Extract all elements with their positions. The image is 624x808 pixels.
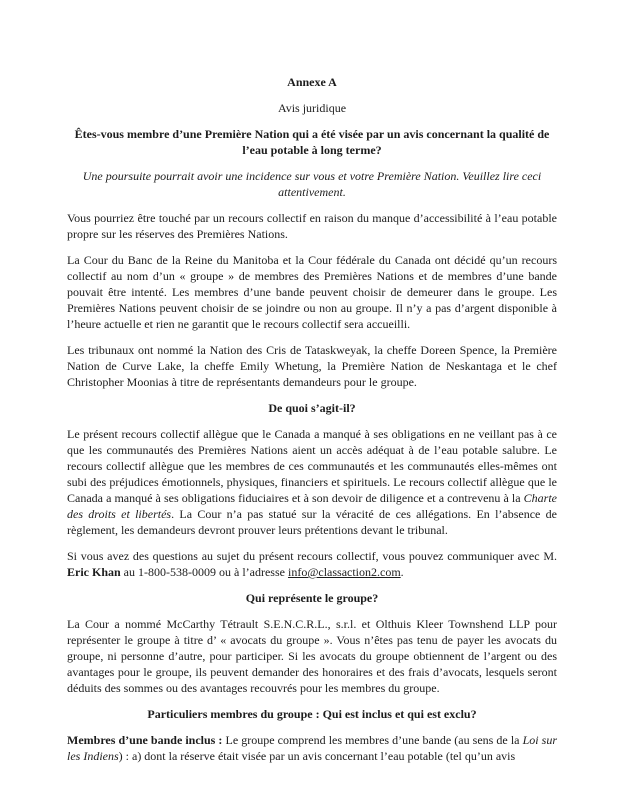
paragraph-representatives: Les tribunaux ont nommé la Nation des Cris de Tataskweyak, la cheffe Doreen Spence, la Première Nation de Curve Lake, la cheffe Emily Whetung, la Première Nation de Neskantaga et le chef Christopher Moonias à titre de représentants demandeurs pour le groupe. [67, 343, 557, 389]
indian-act-title: Loi sur les Indiens [67, 733, 557, 763]
doc-type-subtitle: Avis juridique [277, 101, 347, 115]
allegations-text-end: . La Cour n’a pas statué sur la véracité de ces allégations. En l’absence de règlement, les demandeurs devront prouver leurs prétentions devant le tribunal. [67, 507, 558, 537]
contact-name: Eric Khan [67, 565, 121, 579]
allegations-text-start: Le présent recours collectif allègue que le Canada a manqué à ses obligations en ne veillant pas à ce que les communautés des Premières Nations aient un accès adéquat à de l’eau potable salubre. Le recours collectif allègue que les membres de ces communautés et les communautés elles-mêmes ont subi des préjudices émotionnels, physiques, financiers et spirituels. Le recours collectif allègue que le Canada a manqué à ses obligations fiduciaires et à son devoir de diligence et a contrevenu à la [67, 427, 557, 505]
heading-representation: Qui représente le groupe? [245, 591, 379, 605]
contact-phone: 1-800-538-0009 [138, 565, 216, 579]
paragraph-intro: Vous pourriez être touché par un recours collectif en raison du manque d’accessibilité à l’eau potable propre sur les réserves des Premières Nations. [67, 211, 557, 241]
contact-text-mid2: ou à l’adresse [216, 565, 288, 579]
paragraph-contact [67, 548, 557, 580]
notice-line: Une poursuite pourrait avoir une incidence sur vous et votre Première Nation. Veuillez lire ceci attentivement. [82, 169, 542, 199]
contact-text-end: . [400, 565, 404, 579]
annex-title: Annexe A [287, 75, 337, 89]
paragraph-band-members [67, 732, 557, 764]
band-members-label: Membres d’une bande inclus : [67, 733, 223, 747]
band-members-text-start: Le groupe comprend les membres d’une bande (au sens de la [222, 733, 523, 747]
charter-title: Charte des droits et libertés [67, 491, 557, 521]
band-members-text-end: ) : a) dont la réserve était visée par un avis concernant l’eau potable (tel qu’un avis [118, 749, 516, 763]
heading-about: De quoi s’agit-il? [268, 401, 356, 415]
paragraph-allegations [67, 426, 557, 538]
main-question-heading: Êtes-vous membre d’une Première Nation qui a été visée par un avis concernant la qualité de l’eau potable à long terme? [74, 127, 550, 157]
paragraph-lawyers: La Cour a nommé McCarthy Tétrault S.E.N.C.R.L., s.r.l. et Olthuis Kleer Townshend LLP pour représenter le groupe à titre d’ « avocats du groupe ». Vous n’êtes pas tenu de payer les avocats du groupe, ni personne d’autre, pour participer. Si les avocats du groupe obtiennent de l’argent ou des avantages pour le groupe, ils peuvent demander des honoraires et des frais d’avocats, lesquels seront déduits des sommes ou des avantages recouvrés pour les membres du groupe. [67, 617, 557, 695]
contact-text-start: Si vous avez des questions au sujet du présent recours collectif, vous pouvez communiquer avec M. [67, 549, 557, 563]
email-link[interactable]: info@classaction2.com [287, 565, 401, 579]
contact-text-mid1: au [120, 565, 138, 579]
paragraph-courts: La Cour du Banc de la Reine du Manitoba et la Cour fédérale du Canada ont décidé qu’un recours collectif au nom d’un « groupe » de membres des Premières Nations et de membres d’une bande pouvait être intenté. Les membres d’une bande peuvent choisir de demeurer dans le groupe. Les Premières Nations peuvent choisir de se joindre ou non au groupe. Il n’y a pas d’argent disponible à l’heure actuelle et rien ne garantit que le recours collectif sera accueilli. [67, 253, 557, 331]
heading-membership: Particuliers membres du groupe : Qui est inclus et qui est exclu? [147, 707, 477, 721]
